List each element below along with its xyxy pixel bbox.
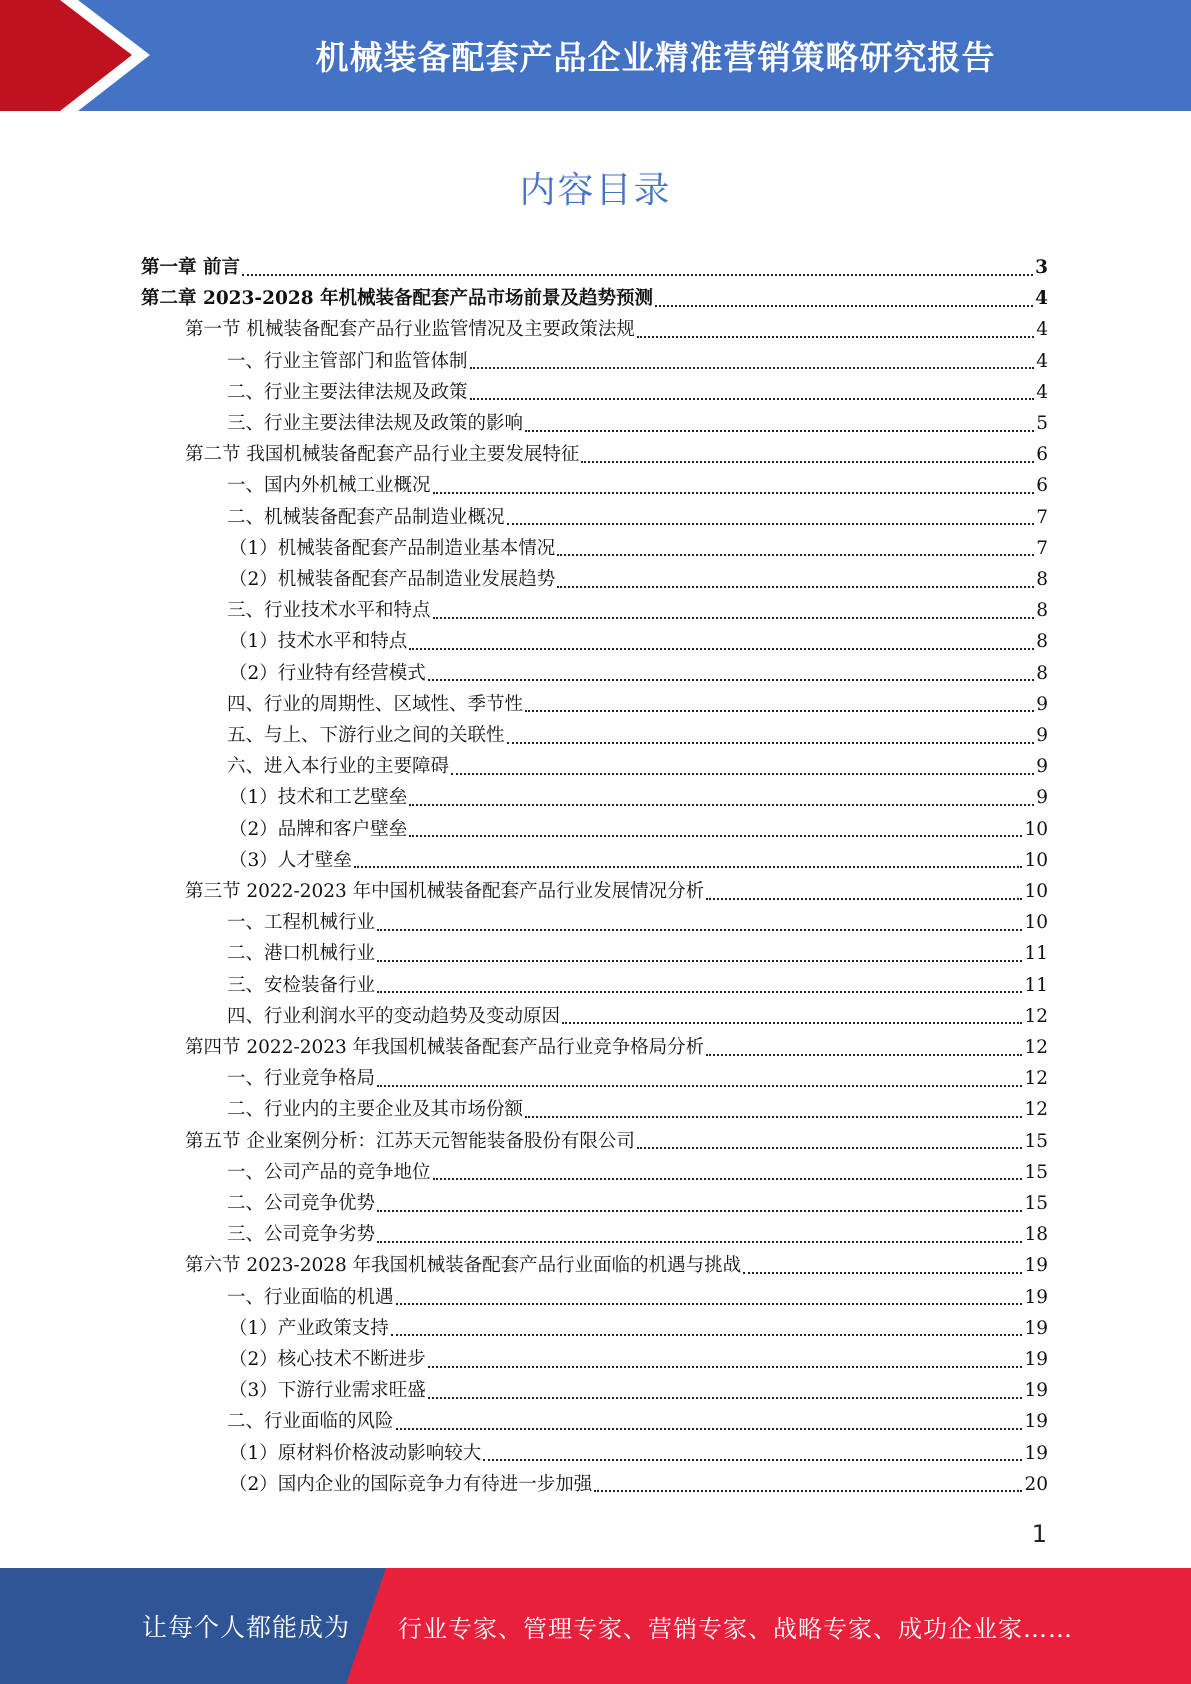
toc-dot-leader <box>507 742 1035 744</box>
toc-entry-label: 第二章 2023-2028 年机械装备配套产品市场前景及趋势预测 <box>141 288 654 310</box>
toc-dot-leader <box>377 1241 1022 1243</box>
toc-entry[interactable] <box>141 347 1048 378</box>
toc-entry-page: 10 <box>1024 849 1048 871</box>
footer-slogan-left: 让每个人都能成为 <box>142 1613 351 1642</box>
toc-dot-leader <box>557 554 1034 556</box>
toc-entry-label: （1）技术水平和特点 <box>229 631 408 653</box>
toc-entry-page: 19 <box>1024 1286 1048 1308</box>
toc-entry-label: 二、机械装备配套产品制造业概况 <box>227 506 505 528</box>
toc-dot-leader <box>377 1210 1022 1212</box>
toc-dot-leader <box>396 1303 1023 1305</box>
toc-dot-leader <box>637 1147 1023 1149</box>
toc-entry-label: 三、行业技术水平和特点 <box>227 600 431 622</box>
toc-entry-page: 8 <box>1036 631 1048 653</box>
toc-dot-leader <box>354 866 1023 868</box>
toc-entry[interactable] <box>141 783 1048 814</box>
toc-entry-label: （2）核心技术不断进步 <box>229 1349 426 1370</box>
toc-entry-label: 四、行业利润水平的变动趋势及变动原因 <box>227 1005 561 1027</box>
toc-dot-leader <box>483 1459 1022 1461</box>
toc-dot-leader <box>706 898 1022 900</box>
toc-dot-leader <box>377 929 1022 931</box>
toc-entry[interactable] <box>141 815 1048 846</box>
toc-dot-leader <box>706 1054 1022 1056</box>
toc-entry[interactable] <box>141 1470 1048 1501</box>
toc-entry[interactable] <box>141 690 1048 721</box>
toc-dot-leader <box>525 430 1034 432</box>
toc-entry-page: 4 <box>1036 381 1048 403</box>
toc-entry[interactable] <box>141 1251 1048 1282</box>
toc-entry-label: （2）国内企业的国际竞争力有待进一步加强 <box>229 1473 593 1495</box>
toc-dot-leader <box>377 1085 1022 1087</box>
toc-entry-label: 二、行业面临的风险 <box>227 1411 394 1433</box>
toc-entry-label: 一、行业主管部门和监管体制 <box>227 350 468 372</box>
toc-entry-label: 三、公司竞争劣势 <box>227 1224 376 1246</box>
toc-dot-leader <box>409 648 1034 650</box>
toc-entry-page: 4 <box>1036 319 1048 341</box>
toc-entry-page: 7 <box>1036 506 1048 528</box>
toc-entry-label: 第五节 企业案例分析：江苏天元智能装备股份有限公司 <box>185 1130 635 1152</box>
toc-dot-leader <box>428 679 1034 681</box>
toc-entry-label: 二、行业主要法律法规及政策 <box>227 381 468 403</box>
toc-dot-leader <box>433 492 1035 494</box>
toc-entry[interactable] <box>141 1283 1048 1314</box>
toc-entry-page: 19 <box>1024 1317 1048 1339</box>
toc-dot-leader <box>451 773 1034 775</box>
toc-entry-page: 11 <box>1024 974 1048 996</box>
toc-entry-page: 6 <box>1036 444 1048 466</box>
toc-dot-leader <box>242 274 1033 276</box>
toc-entry-page: 8 <box>1036 662 1048 684</box>
toc-dot-leader <box>507 523 1035 525</box>
toc-heading: 内容目录 <box>519 170 672 211</box>
toc-entry-page: 18 <box>1024 1224 1048 1246</box>
toc-entry-page: 7 <box>1036 537 1048 559</box>
toc-entry-page: 10 <box>1024 818 1048 840</box>
toc-dot-leader <box>637 336 1034 338</box>
toc-entry[interactable] <box>141 1314 1048 1345</box>
toc-entry[interactable] <box>141 440 1048 471</box>
toc-entry-page: 9 <box>1036 725 1048 746</box>
toc-dot-leader <box>557 586 1034 588</box>
toc-entry-label: 六、进入本行业的主要障碍 <box>227 756 450 778</box>
toc-entry-page: 3 <box>1035 257 1048 278</box>
toc-dot-leader <box>409 835 1022 837</box>
toc-dot-leader <box>428 1397 1023 1399</box>
toc-entry[interactable] <box>141 1002 1048 1033</box>
toc-dot-leader <box>655 305 1033 307</box>
toc-entry[interactable] <box>141 471 1048 502</box>
toc-entry[interactable] <box>141 1407 1048 1438</box>
toc-entry[interactable] <box>141 659 1048 690</box>
toc-entry-label: （2）机械装备配套产品制造业发展趋势 <box>229 569 556 590</box>
toc-entry-page: 19 <box>1024 1380 1048 1402</box>
toc-entry-page: 10 <box>1024 912 1048 934</box>
toc-entry-label: 第二节 我国机械装备配套产品行业主要发展特征 <box>185 444 580 466</box>
toc-entry-page: 5 <box>1036 413 1048 434</box>
toc-dot-leader <box>562 1022 1022 1024</box>
toc-entry[interactable] <box>141 565 1048 596</box>
toc-dot-leader <box>396 1428 1023 1430</box>
toc-entry-page: 11 <box>1024 943 1048 965</box>
toc-entry-page: 12 <box>1024 1037 1048 1058</box>
toc-entry-page: 12 <box>1024 1099 1048 1121</box>
toc-dot-leader <box>377 960 1022 962</box>
toc-entry-page: 8 <box>1036 569 1048 590</box>
toc-entry-label: （3）下游行业需求旺盛 <box>229 1380 426 1402</box>
toc-entry[interactable] <box>141 378 1048 409</box>
toc-entry-label: 二、港口机械行业 <box>227 943 376 965</box>
toc-entry-label: 三、安检装备行业 <box>227 974 376 996</box>
toc-entry[interactable] <box>141 721 1048 752</box>
toc-entry[interactable] <box>141 939 1048 970</box>
toc-entry-page: 15 <box>1024 1193 1048 1214</box>
toc-entry[interactable] <box>141 284 1048 315</box>
toc-entry[interactable] <box>141 1033 1048 1064</box>
toc-entry[interactable] <box>141 1376 1048 1407</box>
toc-entry-page: 9 <box>1036 693 1048 715</box>
toc-dot-leader <box>525 710 1034 712</box>
toc-entry-label: （2）品牌和客户壁垒 <box>229 818 408 840</box>
toc-entry-page: 19 <box>1024 1255 1048 1277</box>
toc-entry[interactable] <box>141 1220 1048 1251</box>
toc-dot-leader <box>594 1490 1022 1492</box>
toc-entry-label: 第四节 2022-2023 年我国机械装备配套产品行业竞争格局分析 <box>185 1037 705 1058</box>
toc-dot-leader <box>581 461 1034 463</box>
toc-entry-page: 9 <box>1036 756 1048 778</box>
toc-entry-page: 20 <box>1024 1473 1048 1495</box>
toc-dot-leader <box>428 1366 1023 1368</box>
toc-entry-label: 二、行业内的主要企业及其市场份额 <box>227 1099 524 1121</box>
toc-entry-label: 一、国内外机械工业概况 <box>227 475 431 497</box>
toc-entry[interactable] <box>141 503 1048 534</box>
toc-entry[interactable] <box>141 908 1048 939</box>
toc-entry-page: 12 <box>1024 1005 1048 1027</box>
toc-entry-label: 一、行业面临的机遇 <box>227 1286 394 1308</box>
toc-entry-page: 19 <box>1024 1442 1048 1464</box>
toc-entry[interactable] <box>141 1064 1048 1095</box>
toc-entry[interactable] <box>141 877 1048 908</box>
footer-slogan-right: 行业专家、管理专家、营销专家、战略专家、成功企业家…… <box>398 1614 1073 1643</box>
toc-entry-label: 四、行业的周期性、区域性、季节性 <box>227 693 524 715</box>
toc-entry-label: 第六节 2023-2028 年我国机械装备配套产品行业面临的机遇与挑战 <box>185 1255 742 1277</box>
toc-entry-page: 9 <box>1036 787 1048 809</box>
toc-entry-page: 6 <box>1036 475 1048 497</box>
toc-entry-page: 4 <box>1035 288 1048 310</box>
header-banner <box>0 0 1191 111</box>
toc-entry[interactable] <box>141 1158 1048 1189</box>
toc-entry[interactable] <box>141 752 1048 783</box>
toc-entry-page: 4 <box>1036 350 1048 372</box>
toc-entry-page: 10 <box>1024 881 1048 902</box>
toc-entry-label: 一、公司产品的竞争地位 <box>227 1161 431 1183</box>
toc-entry-page: 15 <box>1024 1130 1048 1152</box>
toc-entry-label: 二、公司竞争优势 <box>227 1193 376 1214</box>
toc-entry-page: 19 <box>1024 1411 1048 1433</box>
toc-dot-leader <box>743 1272 1022 1274</box>
toc-entry-page: 8 <box>1036 600 1048 622</box>
toc-entry-label: （1）原材料价格波动影响较大 <box>229 1442 482 1464</box>
toc-dot-leader <box>433 1178 1023 1180</box>
toc-entry-label: （3）人才壁垒 <box>229 849 352 871</box>
toc-entry[interactable] <box>141 1345 1048 1376</box>
toc-entry[interactable] <box>141 1189 1048 1220</box>
toc-entry[interactable] <box>141 1127 1048 1158</box>
toc-entry[interactable] <box>141 409 1048 440</box>
toc-entry[interactable] <box>141 846 1048 877</box>
toc-entry[interactable] <box>141 971 1048 1002</box>
toc-entry[interactable] <box>141 534 1048 565</box>
toc-entry-label: （1）产业政策支持 <box>229 1317 389 1339</box>
toc-dot-leader <box>377 991 1022 993</box>
toc-entry[interactable] <box>141 627 1048 658</box>
toc-entry-label: 第一章 前言 <box>141 257 240 278</box>
toc-entry-label: 五、与上、下游行业之间的关联性 <box>227 725 505 746</box>
toc-entry[interactable] <box>141 315 1048 346</box>
toc-entry[interactable] <box>141 1439 1048 1470</box>
toc-entry-page: 12 <box>1024 1068 1048 1090</box>
footer-banner <box>0 1568 1191 1684</box>
toc-dot-leader <box>470 367 1035 369</box>
toc-dot-leader <box>433 617 1035 619</box>
header-arrow-decoration <box>0 0 160 111</box>
toc-entry-page: 19 <box>1024 1349 1048 1370</box>
toc-entry-label: 一、工程机械行业 <box>227 912 376 934</box>
toc-entry-page: 15 <box>1024 1161 1048 1183</box>
toc-dot-leader <box>409 804 1034 806</box>
toc-entry[interactable] <box>141 1095 1048 1126</box>
toc-entry-label: 第三节 2022-2023 年中国机械装备配套产品行业发展情况分析 <box>185 881 705 902</box>
toc-entry-label: 一、行业竞争格局 <box>227 1068 376 1090</box>
toc-entry-label: 第一节 机械装备配套产品行业监管情况及主要政策法规 <box>185 319 635 341</box>
report-title: 机械装备配套产品企业精准营销策略研究报告 <box>315 38 996 77</box>
toc-entry-label: 三、行业主要法律法规及政策的影响 <box>227 413 524 434</box>
toc-entry-label: （2）行业特有经营模式 <box>229 662 426 684</box>
toc-dot-leader <box>391 1334 1023 1336</box>
toc-entry-label: （1）机械装备配套产品制造业基本情况 <box>229 537 556 559</box>
page-number: 1 <box>1031 1520 1047 1548</box>
toc-entry-label: （1）技术和工艺壁垒 <box>229 787 408 809</box>
toc-dot-leader <box>470 398 1035 400</box>
toc-dot-leader <box>525 1116 1022 1118</box>
toc-entry[interactable] <box>141 596 1048 627</box>
toc-entry[interactable] <box>141 253 1048 284</box>
